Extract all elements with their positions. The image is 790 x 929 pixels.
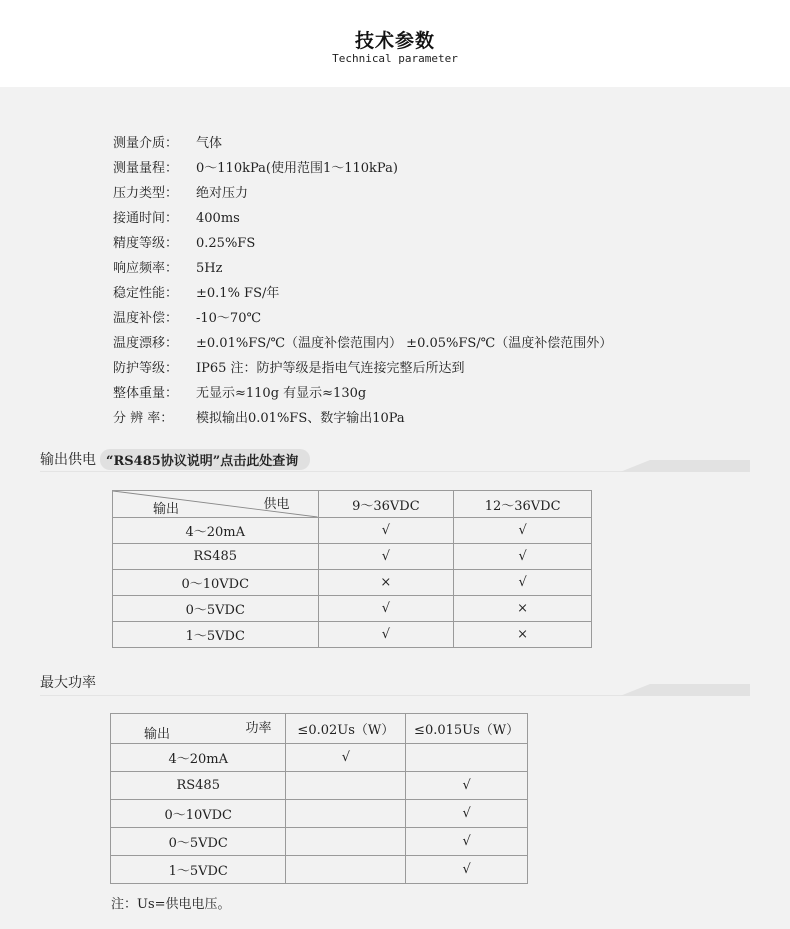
param-row	[113, 331, 612, 356]
power-col-header: ≤0.02Us（W）	[286, 714, 406, 744]
table-row	[111, 772, 528, 800]
param-row	[113, 281, 612, 306]
table-row	[113, 596, 592, 622]
power-section-label: 最大功率	[40, 675, 96, 691]
power-table-corner	[111, 714, 286, 744]
param-row	[113, 131, 612, 156]
table-row	[113, 570, 592, 596]
param-value: 绝对压力	[196, 186, 249, 201]
table-row	[111, 800, 528, 828]
param-value: 0.25%FS	[196, 236, 256, 251]
table-cell: √	[406, 828, 528, 856]
table-cell: √	[318, 544, 454, 570]
section-divider	[40, 460, 750, 472]
page-title: 技术参数	[354, 30, 435, 52]
row-output-label: RS485	[111, 772, 286, 800]
row-output-label: RS485	[113, 544, 319, 570]
table-row	[111, 744, 528, 772]
table-cell: √	[406, 800, 528, 828]
param-label: 接通时间：	[113, 211, 179, 226]
supply-corner-top: 供电	[263, 497, 290, 512]
param-label: 防护等级：	[113, 361, 179, 376]
table-row	[113, 544, 592, 570]
param-row	[113, 306, 612, 331]
row-output-label: 1～5VDC	[113, 622, 319, 648]
table-cell: √	[406, 772, 528, 800]
param-label: 温度补偿：	[113, 311, 179, 326]
page-header	[0, 0, 790, 87]
param-row	[113, 181, 612, 206]
power-corner-bottom: 输出	[144, 727, 171, 742]
table-cell: √	[286, 744, 406, 772]
param-label: 温度漂移：	[113, 336, 179, 351]
table-cell: √	[318, 518, 454, 544]
param-label: 整体重量：	[113, 386, 179, 401]
table-row	[111, 828, 528, 856]
supply-table-corner	[113, 491, 319, 518]
row-output-label: 0～5VDC	[113, 596, 319, 622]
param-row	[113, 256, 612, 281]
row-output-label: 0～10VDC	[111, 800, 286, 828]
param-value: 5Hz	[196, 261, 223, 276]
supply-table	[112, 490, 592, 648]
footnote: 注：Us=供电电压。	[111, 897, 231, 912]
table-cell	[406, 744, 528, 772]
table-cell: ×	[454, 622, 592, 648]
supply-section-label: 输出供电	[40, 452, 96, 468]
power-col-header: ≤0.015Us（W）	[406, 714, 528, 744]
param-row	[113, 156, 612, 181]
param-label: 压力类型：	[113, 186, 179, 201]
table-cell: √	[406, 856, 528, 884]
row-output-label: 4～20mA	[113, 518, 319, 544]
table-cell	[286, 828, 406, 856]
table-cell	[286, 856, 406, 884]
power-table	[110, 713, 528, 884]
param-label: 响应频率：	[113, 261, 179, 276]
param-value: ±0.01%FS/℃（温度补偿范围内） ±0.05%FS/℃（温度补偿范围外）	[196, 336, 613, 351]
param-value: 模拟输出0.01%FS、数字输出10Pa	[196, 411, 405, 426]
table-row	[113, 518, 592, 544]
param-row	[113, 381, 612, 406]
table-cell: √	[318, 596, 454, 622]
param-label: 稳定性能：	[113, 286, 179, 301]
param-value: ±0.1% FS/年	[196, 286, 280, 301]
param-value: 气体	[196, 136, 223, 151]
supply-col-header: 12～36VDC	[454, 491, 592, 518]
parameter-list	[113, 131, 612, 431]
param-value: 无显示≈110g 有显示≈130g	[196, 386, 367, 401]
table-cell: √	[454, 570, 592, 596]
row-output-label: 0～5VDC	[111, 828, 286, 856]
param-label: 测量介质：	[113, 136, 179, 151]
param-value: -10～70℃	[196, 311, 262, 326]
table-cell: √	[454, 544, 592, 570]
table-cell	[286, 772, 406, 800]
table-cell: √	[318, 622, 454, 648]
rs485-protocol-link[interactable]: “RS485协议说明”点击此处查询	[100, 449, 310, 470]
row-output-label: 0～10VDC	[113, 570, 319, 596]
table-cell: √	[454, 518, 592, 544]
param-row	[113, 356, 612, 381]
table-row	[113, 622, 592, 648]
param-label: 精度等级：	[113, 236, 179, 251]
param-label: 测量量程：	[113, 161, 179, 176]
table-cell: ×	[318, 570, 454, 596]
table-cell: ×	[454, 596, 592, 622]
param-value: IP65 注：防护等级是指电气连接完整后所达到	[196, 361, 465, 376]
param-value: 0～110kPa(使用范围1～110kPa)	[196, 161, 398, 176]
table-cell	[286, 800, 406, 828]
param-label: 分 辨 率：	[113, 411, 174, 426]
row-output-label: 4～20mA	[111, 744, 286, 772]
supply-col-header: 9～36VDC	[318, 491, 454, 518]
param-row	[113, 406, 612, 431]
supply-corner-bottom: 输出	[153, 502, 180, 517]
page-subtitle: Technical parameter	[332, 52, 458, 65]
power-corner-top: 功率	[245, 721, 272, 736]
section-divider	[40, 684, 750, 696]
param-value: 400ms	[196, 211, 240, 226]
param-row	[113, 231, 612, 256]
table-row	[111, 856, 528, 884]
row-output-label: 1～5VDC	[111, 856, 286, 884]
param-row	[113, 206, 612, 231]
